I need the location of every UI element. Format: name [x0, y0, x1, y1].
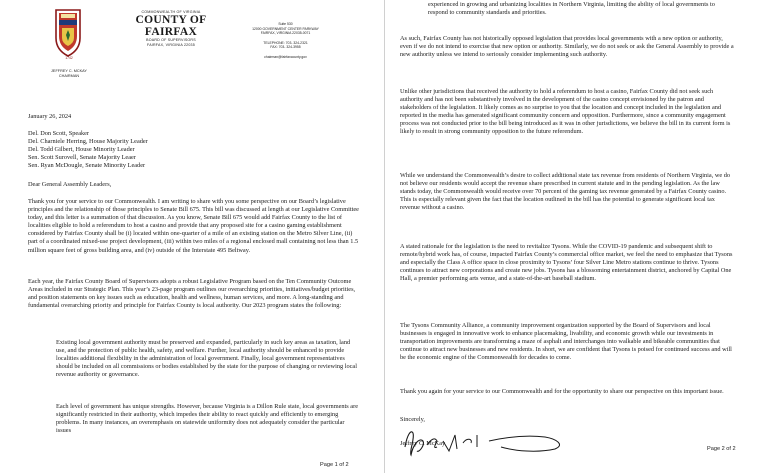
- city-label: FAIRFAX, VIRGINIA 22035: [147, 42, 195, 47]
- email: chairman@fairfaxcounty.gov: [264, 54, 307, 59]
- paragraph-historical-position: As such, Fairfax County has not historically opposed legislation that provides local governments with a new option or authority, even if we do not intend to exercise that new option or authority. Similarly, we do not seek or ask the General Assembly to provide a new authority unless we intend to seriously consider implementing such authority.: [400, 35, 734, 59]
- board-label: BOARD OF SUPERVISORS: [146, 38, 196, 43]
- salutation: Dear General Assembly Leaders,: [28, 181, 112, 188]
- suite: Suite 530: [278, 22, 293, 26]
- seal-year: 1742: [65, 56, 73, 60]
- commonwealth-label: COMMONWEALTH OF VIRGINIA: [141, 10, 201, 14]
- quote-local-authority: Existing local government authority must be preserved and expanded, particularly in such key areas as taxation, land use, and the protection of public health, safety, and welfare. Further, local authority should be enhanced to provide localities additional flexibility in the administration of local government. Finally, local government representatives should be included on all commissions or bodies established by the state for the purpose of changing or reviewing local revenue authority or governance.: [56, 339, 357, 379]
- page-number: Page 1 of 2: [320, 462, 349, 468]
- recipient: Del. Charniele Herring, House Majority Leader: [28, 138, 148, 146]
- chairman-title: CHAIRMAN: [58, 73, 80, 78]
- quote-dillon-rule: Each level of government has unique strengths. However, because Virginia is a Dillon Rule state, local governments are significantly restricted in their authority, which impedes their ability to react quickly and efficiently to emerging problems. In many instances, an overemphasis on statewide uniformity does not adequately consider the particular issues: [56, 403, 358, 435]
- paragraph-senate-bill: Thank you for your service to our Commonwealth. I am writing to share with you some perspective on our Board’s legislative principles and the relationship of those principles to Senate Bill 675. This bill was discussed at length at our Legislative Committee today, and this letter is a summation of that discussion. As you know, Senate Bill 675 would add Fairfax County to the list of localities eligible to hold a referendum to host a casino and provide that any proposed site for a casino gaming establishment considered by Fairfax County shall be (i) located within one-quarter of a mile of an existing station on the Metro Silver Line, (ii) part of a coordinated mixed-use project development, (iii) within two miles of a regional enclosed mall containing not less than 1.5 million square feet of gross building area, and (iv) outside of the Interstate 495 Beltway.: [28, 198, 359, 254]
- recipient: Del. Todd Gilbert, House Minority Leader: [28, 146, 135, 154]
- address2: FAIRFAX, VIRGINIA 22035-0071: [260, 31, 311, 36]
- quote-continuation: experienced in growing and urbanizing localities in Northern Virginia, limiting the ability of local governments to respond to community standards and priorities.: [428, 1, 715, 17]
- recipient: Sen. Ryan McDougle, Senate Minority Leader: [28, 162, 146, 170]
- recipient: Sen. Scott Surovell, Senate Majority Leaer: [28, 154, 136, 162]
- paragraph-thanks: Thank you again for your service to our Commonwealth and for the opportunity to share our perspective on this important issue.: [400, 388, 724, 395]
- paragraph-legislative-program: Each year, the Fairfax County Board of Supervisors adopts a robust Legislative Program based on the Ten Community Outcome Areas included in our Strategic Plan. This year’s 23-page program outlines our overarching priorities, initiatives/budget priorities, and position statements on key issues such as education, health and wellness, human services, and more. A long-standing and fundamental overarching priority and principle for Fairfax County is local authority. Our 2023 program states the following:: [28, 278, 356, 310]
- closing: Sincerely,: [400, 416, 425, 423]
- chairman-name: JEFFREY C. MCKAY: [51, 69, 87, 73]
- street: 12000 GOVERNMENT CENTER PARKWAY: [252, 26, 319, 31]
- letter-page-2: [385, 0, 769, 473]
- signer-name: Jeffrey C. McKay: [400, 440, 446, 447]
- letter-date: January 26, 2024: [28, 113, 72, 120]
- recipient: Del. Don Scott, Speaker: [28, 130, 90, 137]
- letterhead: [117, 10, 225, 47]
- chairman-block: [41, 56, 97, 78]
- page-number: Page 2 of 2: [707, 446, 736, 452]
- paragraph-tax-revenue: While we understand the Commonwealth’s desire to collect additional state tax revenue from residents of Northern Virginia, we do not believe our residents would accept the revenue share prescribed in current statute and in the pending legislation. As the law stands today, the Commonwealth would receive over 70 percent of the gaming tax revenue generated by a Fairfax County casino. This is especially relevant given the fact that the location outlined in the bill has the potential to generate significant local tax revenue without a casino.: [400, 172, 731, 212]
- county-name: COUNTY OF FAIRFAX: [135, 14, 207, 39]
- paragraph-tysons-alliance: The Tysons Community Alliance, a community improvement organization supported by the Board of Supervisors and local businesses is engaged in innovative work to enhance placemaking, livability, and economic growth while our investments in transportation improvements are transforming a maze of asphalt and interchanges into walkable and bikeable communities that continue to attract new businesses and new residents. In short, we are confident that Tysons is poised for continued success and will be the economic engine of the Commonwealth for decades to come.: [400, 322, 732, 362]
- county-seal-icon: [52, 8, 84, 58]
- contact-block: [248, 22, 323, 60]
- recipient-list: [28, 130, 348, 170]
- paragraph-tysons-revitalization: A stated rationale for the legislation is the need to revitalize Tysons. While the COVID-19 pandemic and subsequent shift to remote/hybrid work has, of course, impacted Fairfax County’s commercial office market, we feel the need to emphasize that Tysons and especially the Class A office space in close proximity to Tysons’ four Silver Line Metro stations continue to thrive. Tysons continues to attract new corporations and create new jobs. Tysons has a blossoming entertainment district, anchored by Capital One Hall, a premier performing arts venue, and a state-of-the-art baseball stadium.: [400, 243, 733, 283]
- telephone: TELEPHONE: 703- 324-2321: [263, 40, 308, 45]
- paragraph-community-concern: Unlike other jurisdictions that received the authority to hold a referendum to host a casino, Fairfax County did not seek such authority and has not been substantively involved in the development of the casino concept envisioned by the patron and stakeholders of the legislation. It likely comes as no surprise to you that the location and concept included in the legislation and reported in the media has generated significant community concern and opposition. Furthermore, since a community engagement process was not conducted prior to the bill being introduced as it was in other jurisdictions, we believe the bill in its current form is likely to result in strong community opposition to the future referendum.: [400, 88, 731, 136]
- letter-page-1: [0, 0, 384, 473]
- fax: FAX: 703- 324-3955: [270, 45, 301, 50]
